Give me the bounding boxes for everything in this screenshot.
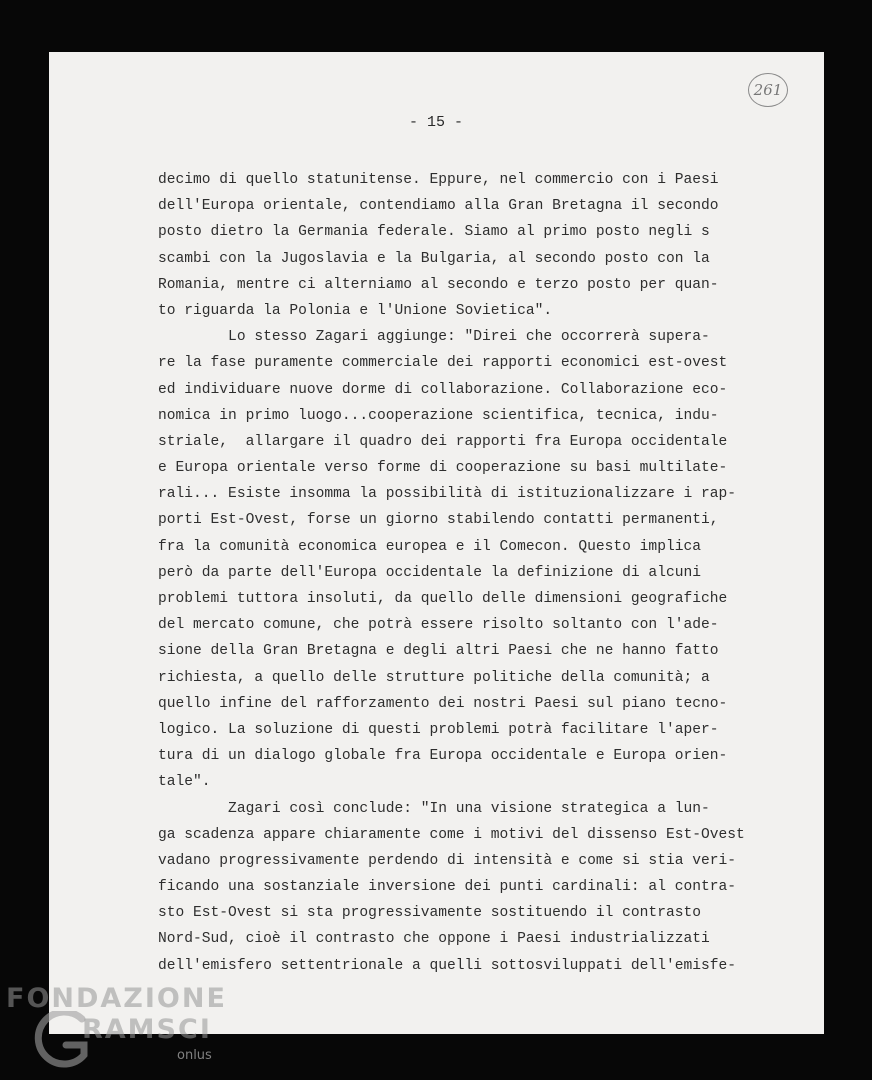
watermark-line-2: RAMSCI — [82, 1014, 212, 1045]
text-line: Nord-Sud, cioè il contrasto che oppone i Paesi industrializzati — [158, 931, 710, 948]
text-line: vadano progressivamente perdendo di intensità e come si stia veri- — [158, 852, 737, 869]
text-line: Romania, mentre ci alterniamo al secondo e terzo posto per quan- — [158, 276, 719, 293]
text-line: del mercato comune, che potrà essere risolto soltanto con l'ade- — [158, 617, 719, 634]
text-line: tura di un dialogo globale fra Europa occidentale e Europa orien- — [158, 748, 728, 765]
text-line: decimo di quello statunitense. Eppure, nel commercio con i Paesi — [158, 172, 719, 188]
text-line: rali... Esiste insomma la possibilità di istituzionalizzare i rap- — [158, 486, 737, 503]
page-number: - 15 - — [408, 114, 463, 131]
text-line: ga scadenza appare chiaramente come i motivi del dissenso Est-Ovest — [158, 826, 745, 843]
watermark-line-1: FONDAZIONE — [6, 983, 227, 1014]
text-line: scambi con la Jugoslavia e la Bulgaria, al secondo posto con la — [158, 250, 710, 267]
watermark-onlus: onlus — [177, 1048, 212, 1063]
typed-body-text — [158, 167, 745, 979]
text-line: dell'Europa orientale, contendiamo alla Gran Bretagna il secondo — [158, 198, 719, 215]
text-line: sione della Gran Bretagna e degli altri Paesi che ne hanno fatto — [158, 643, 719, 660]
text-line: ed individuare nuove dorme di collaborazione. Collaborazione eco- — [158, 381, 728, 398]
text-line: Zagari così conclude: "In una visione strategica a lun- — [158, 800, 710, 817]
text-line: e Europa orientale verso forme di cooperazione su basi multilate- — [158, 460, 728, 477]
text-line: posto dietro la Germania federale. Siamo al primo posto negli s — [158, 224, 710, 241]
text-line: sto Est-Ovest si sta progressivamente sostituendo il contrasto — [158, 905, 701, 922]
text-line: quello infine del rafforzamento dei nostri Paesi sul piano tecno- — [158, 695, 728, 712]
text-line: problemi tuttora insoluti, da quello delle dimensioni geografiche — [158, 591, 728, 607]
text-line: tale". — [158, 774, 211, 791]
text-line: to riguarda la Polonia e l'Unione Sovietica". — [158, 302, 553, 319]
text-line: richiesta, a quello delle strutture politiche della comunità; a — [158, 669, 710, 686]
fondazione-gramsci-watermark — [6, 983, 226, 1078]
text-line: fra la comunità economica europea e il Comecon. Questo implica — [158, 538, 701, 555]
text-line: dell'emisfero settentrionale a quelli sottosviluppati dell'emisfe- — [158, 957, 737, 974]
text-line: Lo stesso Zagari aggiunge: "Direi che occorrerà supera- — [158, 329, 710, 346]
text-line: logico. La soluzione di questi problemi potrà facilitare l'aper- — [158, 721, 719, 738]
text-line: porti Est-Ovest, forse un giorno stabilendo contatti permanenti, — [158, 512, 719, 529]
text-line: re la fase puramente commerciale dei rapporti economici est-ovest — [158, 355, 728, 372]
text-line: però da parte dell'Europa occidentale la definizione di alcuni — [158, 564, 701, 581]
text-line: ficando una sostanziale inversione dei punti cardinali: al contra- — [158, 879, 737, 896]
text-line: nomica in primo luogo...cooperazione scientifica, tecnica, indu- — [158, 407, 719, 424]
text-line: striale, allargare il quadro dei rapporti fra Europa occidentale — [158, 433, 728, 450]
handwritten-folio-mark: 261 — [748, 73, 788, 107]
